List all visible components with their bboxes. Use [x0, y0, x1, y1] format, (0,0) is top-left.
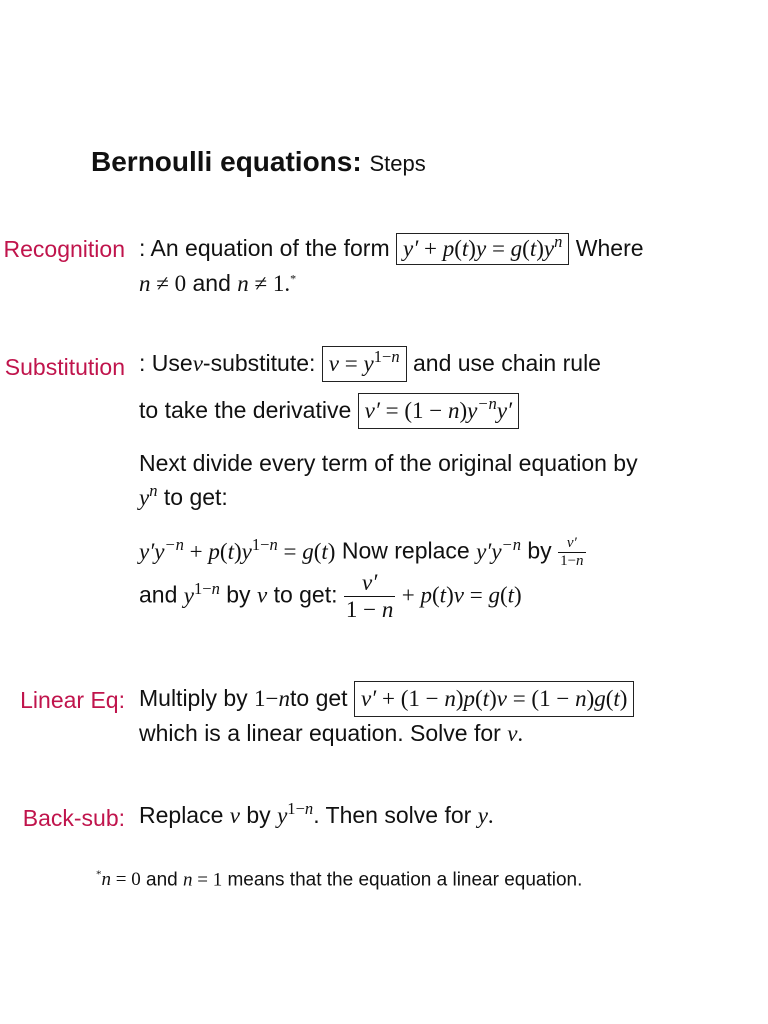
vprime-over-1-n: $\frac{v'}{1 - n}$ [345, 570, 394, 622]
yprime-y-neg-n: $y'y^{-n}$ [476, 534, 521, 564]
linear-line-1 [139, 681, 634, 717]
linear-to-get: to get [290, 685, 348, 711]
to-get-text-2: to get: [273, 581, 338, 608]
y-1-n-2: $y^{1-n}$ [277, 798, 314, 828]
substitution-line-2 [139, 393, 519, 429]
one-minus-n: 1−n [254, 686, 291, 711]
vprime-over-1-n-small: $\frac{v'}{1-n}$ [560, 535, 584, 569]
by-text-2: by [226, 581, 251, 608]
replace-text: Replace [139, 802, 224, 828]
n-not-zero: n ≠ 0 [139, 271, 187, 296]
then-solve-text: . Then solve for [313, 802, 472, 828]
n-not-one: n ≠ 1.* [237, 271, 297, 296]
recognition-label: Recognition [3, 236, 125, 262]
footnote-and: and [146, 869, 178, 891]
replace-line [139, 570, 522, 623]
title-subtitle: Steps [369, 151, 426, 176]
transformed-equation-rest: + p(t)v = g(t) [401, 582, 522, 608]
v-symbol-4: v [229, 803, 240, 828]
footnote-n-zero: *n = 0 [96, 869, 141, 891]
substitution-substitute: -substitute: [202, 350, 316, 376]
now-replace-text: Now replace [341, 537, 470, 564]
page-title [91, 146, 426, 178]
y-n: $y^n$ [139, 480, 158, 510]
next-divide-line: Next divide every term of the original equation by [139, 450, 638, 476]
v-symbol: v [192, 351, 203, 376]
v-substitution-box: $v = y^{1-n}$ [322, 346, 407, 382]
substitution-derivative-text: to take the derivative [139, 397, 352, 423]
linear-equation-box: v′ + (1 − n)p(t)v = (1 − n)g(t) [354, 681, 635, 717]
derivative-box: $v' = (1 - n)y^{-n}y'$ [358, 393, 519, 429]
linear-label: Linear Eq: [20, 687, 125, 713]
y-symbol: y. [477, 803, 494, 828]
bernoulli-equation-box: $y' + p(t)y = g(t)y^n$ [396, 233, 569, 265]
footnote-text: means that the equation a linear equation. [227, 869, 583, 891]
recognition-intro: : An equation of the form [139, 235, 390, 261]
v-symbol-2: v [256, 582, 268, 608]
recognition-and: and [192, 270, 231, 296]
substitution-label: Substitution [4, 354, 125, 380]
divided-equation: $y'y^{-n} + p(t)y^{1-n} = g(t)$ [139, 534, 336, 564]
divided-equation-line [139, 535, 586, 570]
substitution-line-1 [139, 346, 601, 382]
substitution-use: : Use [139, 350, 193, 376]
backsub-line [139, 798, 494, 829]
and-text: and [139, 581, 178, 608]
backsub-by: by [246, 802, 271, 828]
to-get-text: to get: [163, 484, 228, 510]
linear-line-2 [139, 720, 523, 747]
substitution-chain-rule: and use chain rule [413, 350, 601, 376]
which-linear-text: which is a linear equation. Solve for [139, 720, 501, 746]
y-1-n: $y^{1-n}$ [183, 578, 220, 608]
v-symbol-3: v. [507, 721, 524, 746]
by-text: by [527, 537, 552, 564]
backsub-label: Back-sub: [22, 805, 125, 831]
yn-to-get-line [139, 480, 228, 511]
recognition-line-2 [139, 270, 296, 297]
recognition-where: Where [575, 235, 644, 261]
title-bold: Bernoulli equations: [91, 146, 362, 177]
footnote [96, 869, 582, 891]
footnote-n-one: n = 1 [182, 869, 223, 891]
recognition-line-1 [139, 233, 644, 265]
multiply-by-text: Multiply by [139, 685, 248, 711]
